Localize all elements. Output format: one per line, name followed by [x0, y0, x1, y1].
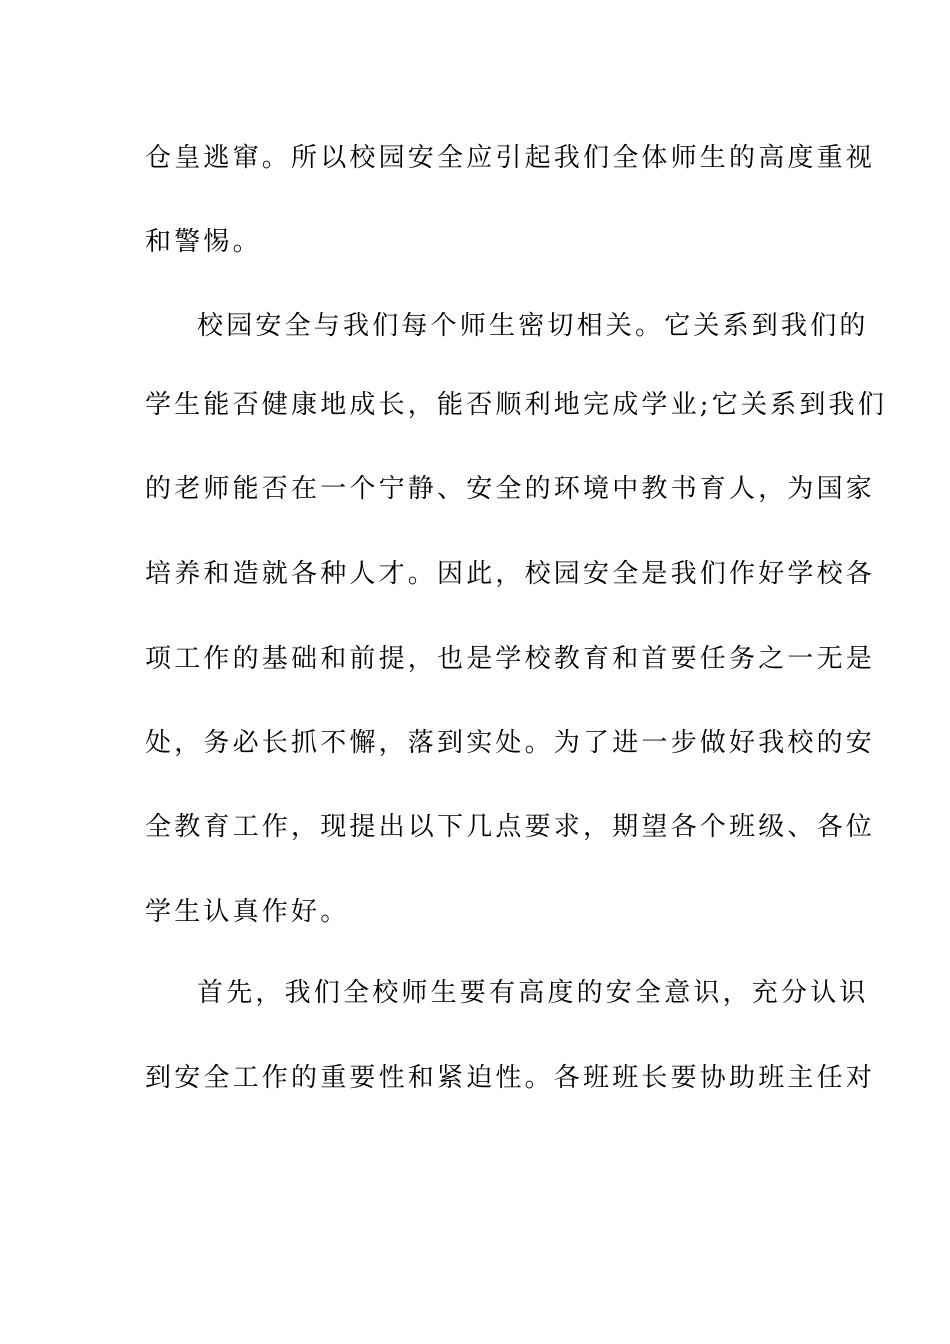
text-line-2: 和警惕。: [145, 227, 262, 257]
text-line-4: 学生能否健康地成长，能否顺利地完成学业;它关系到我们: [145, 390, 887, 420]
text-line-1: 仓皇逃窜。所以校园安全应引起我们全体师生的高度重视: [145, 143, 876, 173]
text-line-10: 学生认真作好。: [145, 897, 350, 927]
text-line-12: 到安全工作的重要性和紧迫性。各班班长要协助班主任对: [145, 1063, 876, 1093]
paragraph-start-line-3: 校园安全与我们每个师生密切相关。它关系到我们的: [197, 311, 869, 341]
paragraph-start-line-11: 首先，我们全校师生要有高度的安全意识，充分认识: [197, 978, 869, 1008]
text-line-5: 的老师能否在一个宁静、安全的环境中教书育人，为国家: [145, 474, 876, 504]
text-line-7: 项工作的基础和前提，也是学校教育和首要任务之一无是: [145, 644, 876, 674]
text-line-8: 处，务必长抓不懈，落到实处。为了进一步做好我校的安: [145, 728, 876, 758]
text-line-9: 全教育工作，现提出以下几点要求，期望各个班级、各位: [145, 812, 876, 842]
text-line-6: 培养和造就各种人才。因此，校园安全是我们作好学校各: [145, 559, 876, 589]
